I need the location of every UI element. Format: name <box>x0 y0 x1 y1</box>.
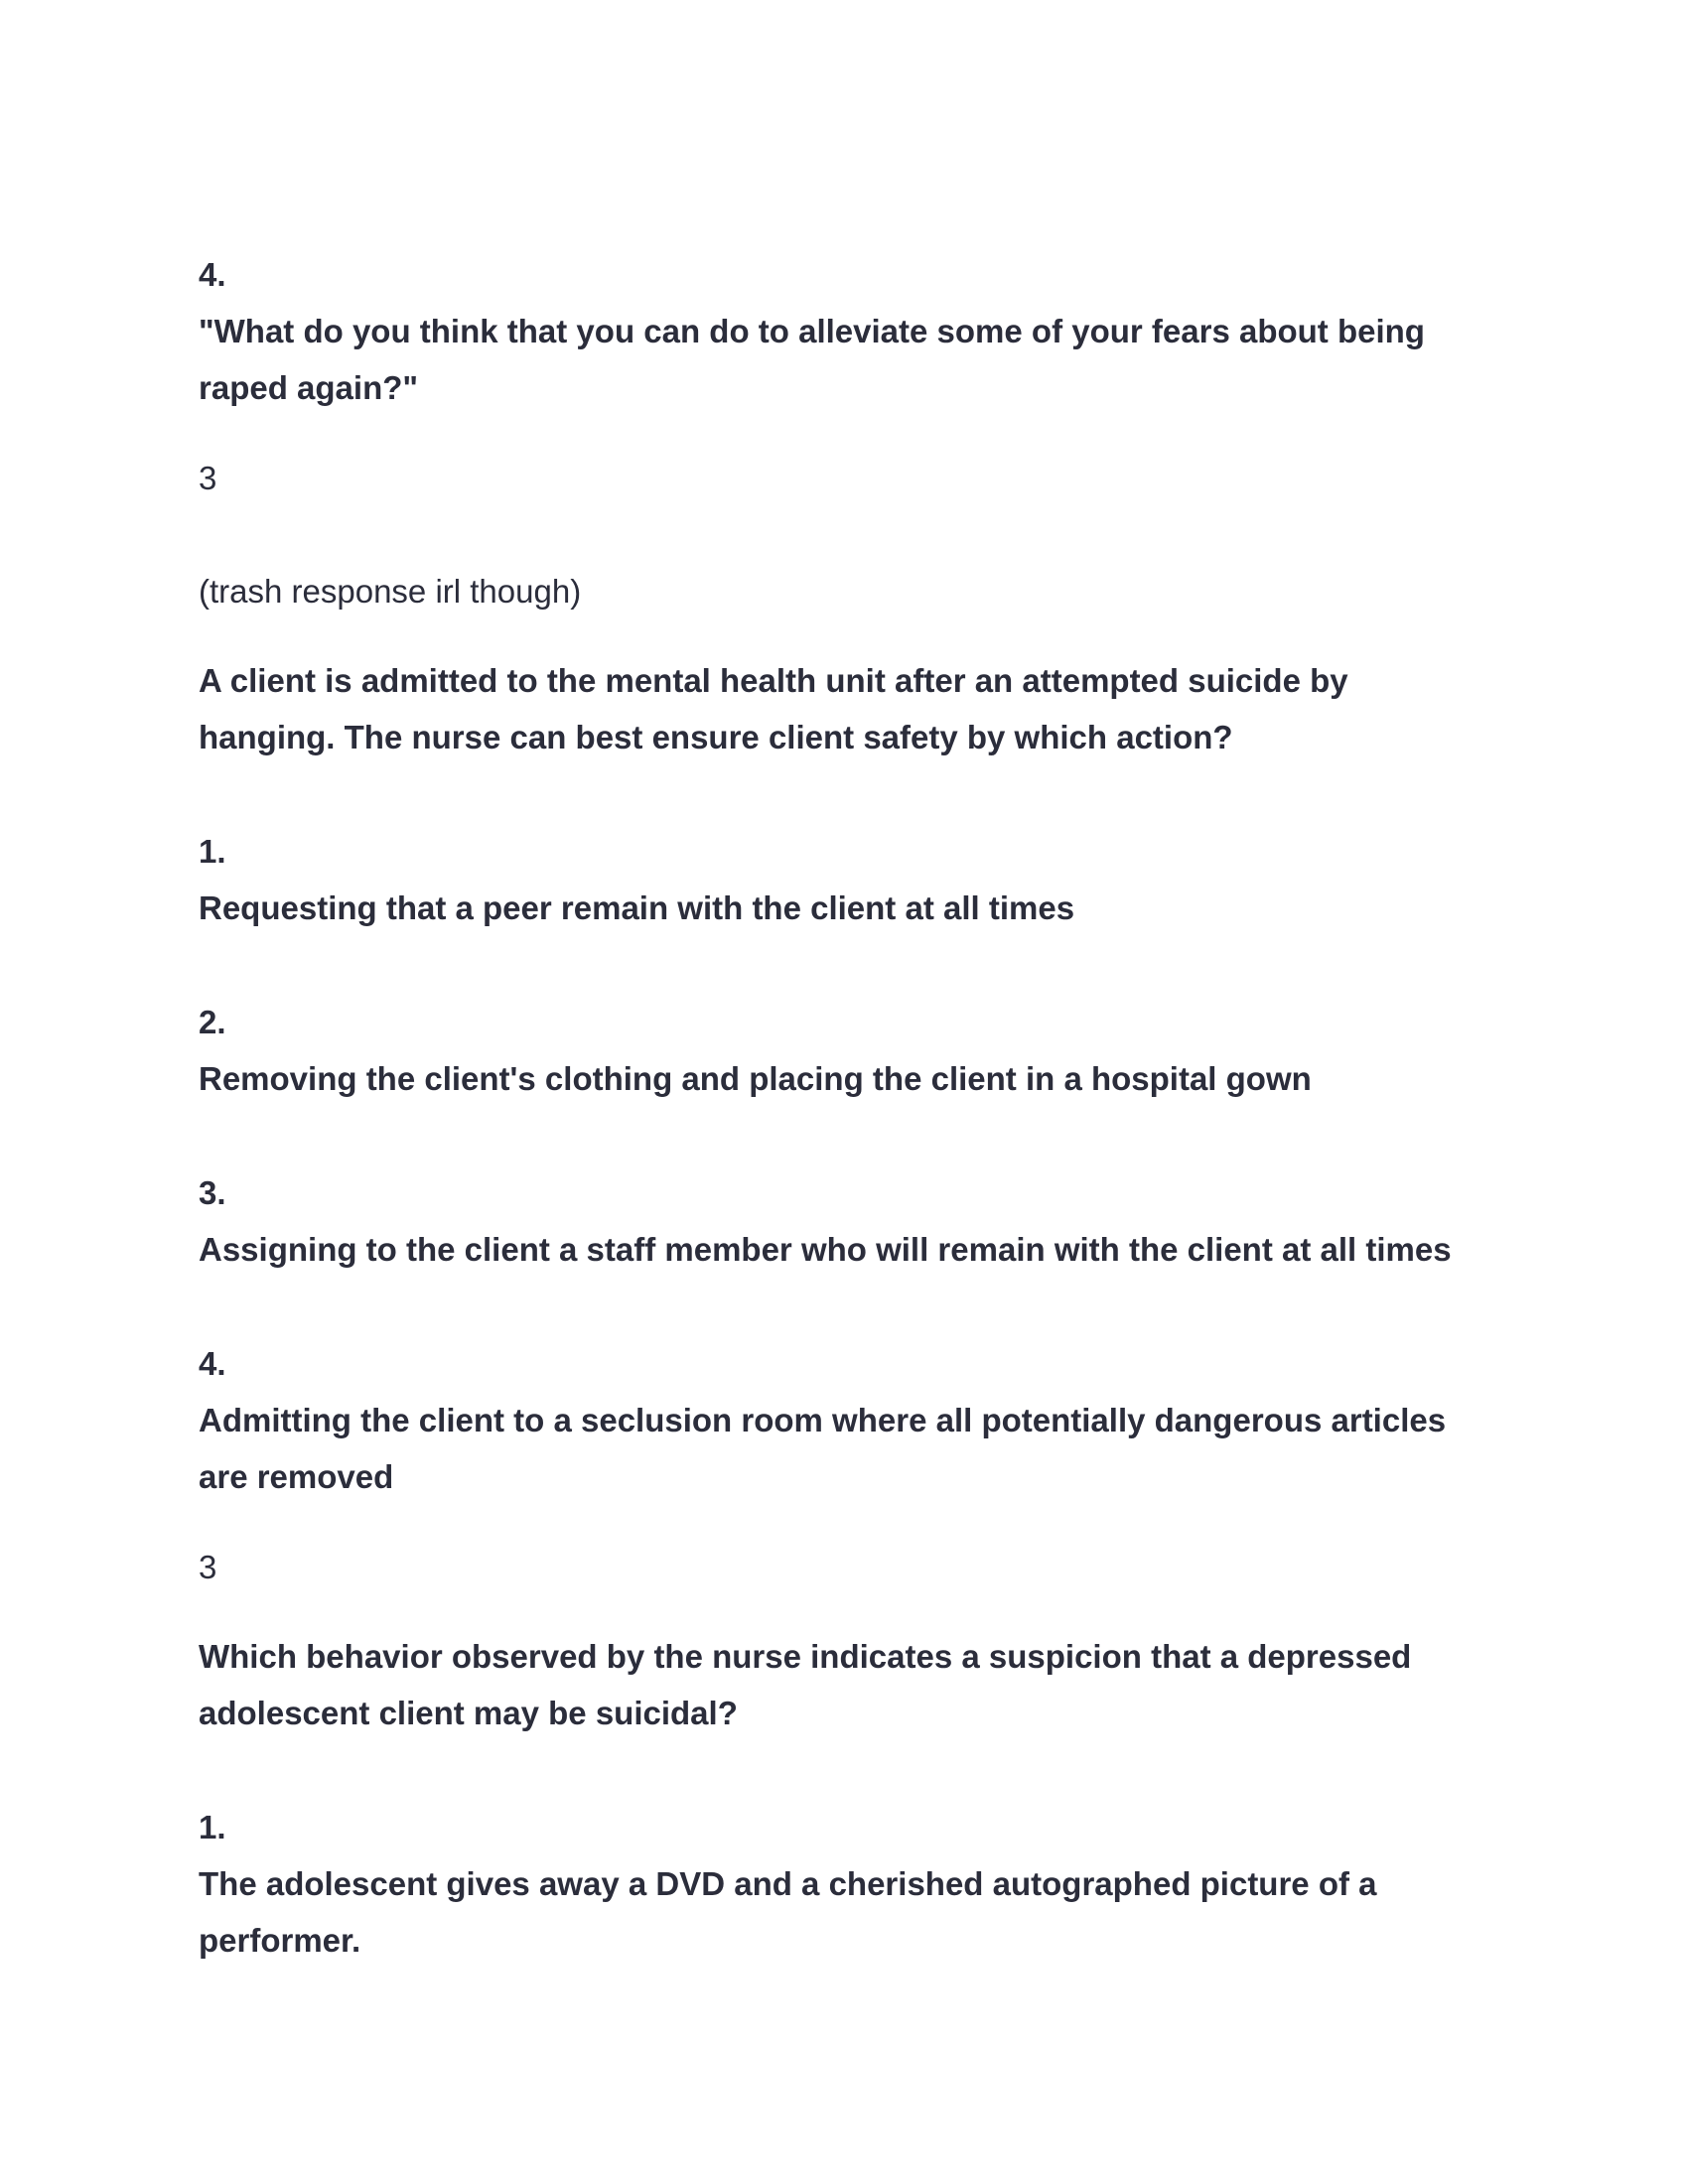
q2-option-2-text: Removing the client's clothing and placing the client in a hospital gown <box>199 1060 1312 1097</box>
q2-option-1-number: 1. <box>199 833 226 870</box>
q2-option-1-text: Requesting that a peer remain with the client at all times <box>199 889 1075 926</box>
q3-question: Which behavior observed by the nurse indicates a suspicion that a depressed adolescent client may be suicidal? <box>199 1638 1412 1731</box>
q2-option-3-number: 3. <box>199 1174 226 1211</box>
q2-option-4-text: Admitting the client to a seclusion room where all potentially dangerous articles are removed <box>199 1402 1447 1495</box>
q2-option-4-number: 4. <box>199 1345 226 1382</box>
q2-answer: 3 <box>199 1549 217 1585</box>
q2-option-3-text: Assigning to the client a staff member who will remain with the client at all times <box>199 1231 1452 1268</box>
q3-option-1-number: 1. <box>199 1809 226 1845</box>
q2-option-2-number: 2. <box>199 1004 226 1040</box>
q1-option-4-number: 4. <box>199 256 226 293</box>
q2-question: A client is admitted to the mental health unit after an attempted suicide by hanging. The nurse can best ensure client safety by which action? <box>199 662 1348 755</box>
q3-option-1-text: The adolescent gives away a DVD and a cherished autographed picture of a performer. <box>199 1865 1377 1959</box>
q1-option-4-text: "What do you think that you can do to alleviate some of your fears about being raped again?" <box>199 313 1425 406</box>
q1-comment: (trash response irl though) <box>199 573 582 610</box>
q1-answer: 3 <box>199 460 217 496</box>
